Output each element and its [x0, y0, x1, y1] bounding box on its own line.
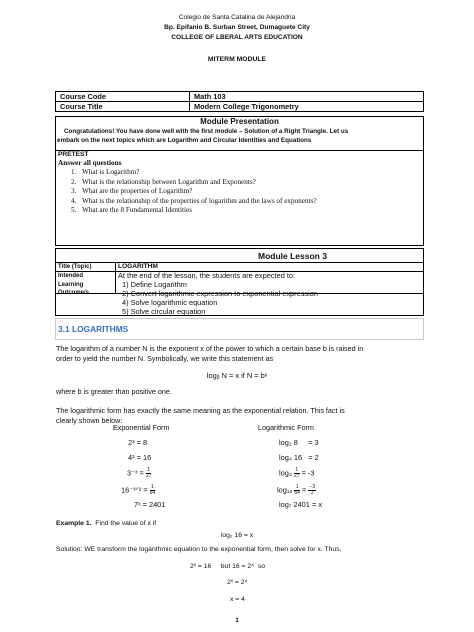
fraction: $\frac{1}{27}$	[145, 467, 152, 479]
solution-step: x = 4	[230, 596, 245, 603]
fraction: $\frac{1}{27}$	[293, 467, 300, 479]
lesson-title-label: Title (Topic)	[58, 264, 92, 270]
logarithmic-form-heading: Logarithmic Form	[258, 423, 314, 432]
course-code-label: Course Code	[56, 92, 190, 102]
section-heading: 3.1 LOGARITHMS	[58, 324, 129, 334]
school-name: Colegio de Santa Catalina de Alejandria	[178, 14, 296, 21]
solution-step: 2ˣ = 16 but 16 = 2⁴ so	[190, 563, 266, 570]
school-address: Bp. Epifanio B. Surban Street, Dumaguete City	[164, 24, 310, 31]
example-solution-text: Solution: WE transform the logarithmic equation to the exponential form, then solve for x. Thus,	[56, 546, 342, 553]
pretest-question: 3. What are the properties of Logarithm?	[71, 187, 193, 195]
course-title-label: Course Title	[56, 102, 190, 112]
outcome-item: 2) Convert logarithmic expression to exponential expression	[122, 289, 318, 298]
page-number: 1	[235, 617, 239, 624]
paragraph-relation: The logarithmic form has exactly the same meaning as the exponential relation. This fact is clearly shown below:	[56, 406, 345, 425]
pretest-label: PRETEST	[58, 151, 89, 158]
course-code-value: Math 103	[190, 92, 424, 102]
example-equation: log₂ 16 = x	[220, 532, 254, 539]
log-row: log₇ 2401 = x	[279, 500, 323, 509]
pretest-question: 1. What is Logarithm?	[71, 168, 140, 176]
fraction: $\frac{1}{64}$	[149, 484, 156, 496]
presentation-text-line1: Congratulations! You have done well with the first module – Solution of a Right Triangle. Let us	[64, 128, 349, 135]
outcome-item: 4) Solve logarithmic equation	[122, 298, 218, 307]
fraction: $\frac{1}{64}$	[294, 484, 300, 496]
log-definition: logᵦ N = x if N = bˣ	[206, 371, 268, 380]
exp-row: 2³ = 8	[128, 438, 148, 447]
pretest-question: 5. What are the 8 Fundamental Identities	[71, 206, 192, 214]
outcome-item: 1) Define Logarithm	[122, 280, 187, 289]
pretest-question: 4. What is the relationship of the properties of logarithm and the laws of exponents?	[71, 196, 317, 205]
fraction: $\frac{-3}{2}$	[309, 484, 316, 496]
course-title-value: Modern College Trigonometry	[190, 102, 424, 112]
solution-step: 2ˣ = 2⁴	[227, 579, 248, 586]
lesson-heading: Module Lesson 3	[258, 251, 327, 261]
pretest-question: 2. What is the relationship between Logarithm and Exponents?	[71, 177, 256, 186]
lesson-box-extension	[55, 248, 424, 316]
presentation-heading: Module Presentation	[200, 117, 279, 126]
log-row: log₁₆ $\frac{1}{64}$ = $\frac{-3}{2}$	[277, 484, 316, 496]
college-name: COLLEGE OF LBERAL ARTS EDUCATION	[171, 34, 303, 41]
exp-row: 4² = 16	[128, 453, 152, 462]
exp-row: 3⁻³ = $\frac{1}{27}$	[127, 467, 152, 479]
outcomes-label: Intended Learning Outcome/s	[58, 273, 90, 296]
module-type: MITERM MODULE	[207, 56, 267, 63]
paragraph-condition: where b is greater than positive one.	[56, 387, 172, 396]
course-info-table	[55, 91, 424, 112]
paragraph-definition: The logarithm of a number N is the exponent x of the power to which a certain base b is raised in order to yield the number N. Symbolically, we write this statement as	[56, 344, 364, 363]
course-code-row	[56, 92, 424, 102]
example-heading: Example 1. Find the value of x if	[56, 520, 157, 527]
log-row: log₂ 8 = 3	[279, 438, 319, 447]
pretest-question-list	[71, 168, 421, 216]
course-title-row	[56, 102, 424, 112]
exp-row: 7ˣ = 2401	[134, 500, 166, 509]
exp-row: 16⁻³ᐟ² = $\frac{1}{64}$	[121, 484, 156, 496]
log-row: log₃ $\frac{1}{27}$ = -3	[279, 467, 315, 479]
lesson-title-value: LOGARITHM	[118, 263, 158, 270]
exponential-form-heading: Exponential Form	[113, 423, 170, 432]
presentation-text-line2: embark on the next topics which are Logarithm and Circular Identities and Equations	[57, 137, 312, 144]
outcomes-intro: At the end of the lesson, the students are expected to:	[118, 271, 296, 280]
outcome-item: 5) Solve circular equation	[122, 307, 206, 316]
pretest-instruction: Answer all questions	[58, 159, 122, 167]
log-row: log₄ 16 = 2	[279, 453, 319, 462]
